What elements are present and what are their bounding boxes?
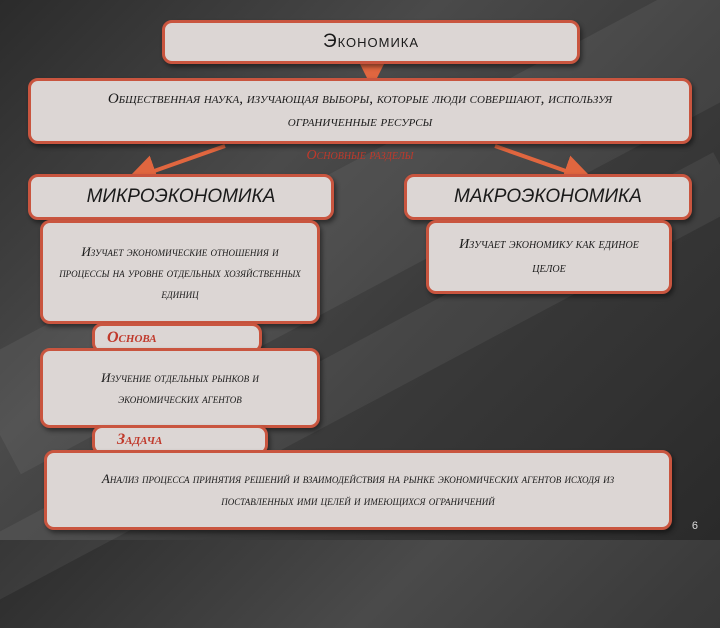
task-text: Анализ процесса принятия решений и взаимодействия на рынке экономических агентов исходя из поставленных ими целей и имеющихся ограничений [101,471,615,508]
task-label: Задача [117,431,163,448]
micro-description: Изучает экономические отношения и процессы на уровне отдельных хозяйственных единиц [59,243,301,301]
macro-title-box [404,174,692,220]
macro-description: Изучает экономику как единое целое [459,237,639,276]
sections-label: Основные разделы [306,148,414,163]
diagram-title: Экономика [322,31,420,52]
basis-text: Изучение отдельных рынков и экономических агентов [101,370,259,406]
micro-description-box [40,220,320,324]
micro-title-box [28,174,334,220]
micro-title: МИКРОЭКОНОМИКА [86,186,276,207]
basis-label: Основа [107,329,157,346]
page-number: 6 [691,520,698,532]
macro-description-box [426,220,672,294]
title-box [162,20,580,64]
definition-text: Общественная наука, изучающая выборы, которые люди совершают, используя ограниченные ресурсы [107,91,613,130]
macro-title: МАКРОЭКОНОМИКА [454,186,642,207]
task-text-box [44,450,672,530]
definition-box [28,78,692,144]
basis-text-box [40,348,320,428]
